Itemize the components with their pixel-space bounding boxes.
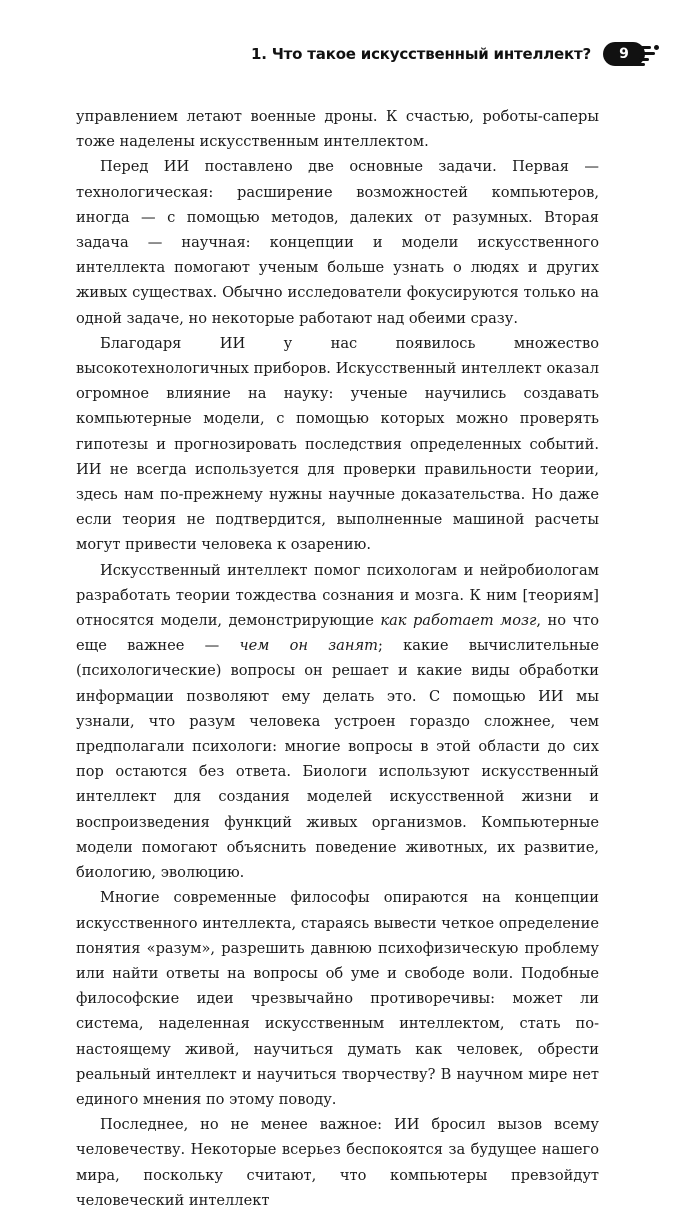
paragraph: управлением летают военные дроны. К счастью, роботы-саперы тоже наделены искусственным интеллектом.: [76, 108, 599, 151]
paragraph: Многие современные философы опираются на концепции искусственного интеллекта, стараясь вывести четкое определение понятия «разум», разрешить давнюю психофизическую проблему или найти ответы на вопросы об уме и свободе воли. Подобные философские идеи чрезвычайно противоречивы: может ли система, наделенная искусственным интеллектом, стать по-настоящему живой, научиться думать как человек, обрести реальный интеллект и научиться творчеству? В научном мире нет единого мнения по этому поводу.: [76, 889, 599, 1108]
speed-line-decoration: [639, 58, 649, 61]
dot-decoration: [654, 45, 659, 50]
paragraph: Благодаря ИИ у нас появилось множество высокотехнологичных приборов. Искусственный интеллект оказал огромное влияние на науку: ученые научились создавать компьютерные модели, с помощью которых можно проверять гипотезы и прогнозировать последствия определенных событий. ИИ не всегда используется для проверки правильности теории, здесь нам по-прежнему нужны научные доказательства. Но даже если теория не подтвердится, выполненные машиной расчеты могут привести человека к озарению.: [76, 334, 599, 554]
speed-line-decoration: [633, 63, 645, 66]
paragraph-text: , но что еще важнее —: [76, 612, 599, 655]
paragraph-text: Искусственный интеллект помог психологам и нейробиологам разработать теории тождества сознания и мозга. К ним [теориям] относятся модели, демонстрирующие: [76, 561, 599, 630]
page-number: 9: [603, 42, 645, 66]
speed-line-decoration: [641, 52, 655, 55]
emphasis-text: чем он занят: [239, 637, 378, 655]
paragraph: Последнее, но не менее важное: ИИ бросил вызов всему человечеству. Некоторые всерьез беспокоятся за будущее нашего мира, поскольку считают, что компьютеры превзойдут человеческий интеллект: [76, 1116, 599, 1209]
running-header: [251, 42, 659, 66]
page-number-badge: [603, 42, 659, 66]
chapter-title: 1. Что такое искусственный интеллект?: [251, 45, 591, 63]
speed-line-decoration: [639, 46, 651, 49]
paragraph-text: ; какие вычислительные (психологические) вопросы он решает и какие виды обработки информации позволяют ему делать это. С помощью ИИ мы узнали, что разум человека устроен гораздо сложнее, чем предполагали психологи: многие вопросы в этой области до сих пор остаются без ответа. Биологи используют искусственный интеллект для создания моделей искусственной жизни и воспроизведения функций живых организмов. Компьютерные модели помогают объяснить поведение животных, их развитие, биологию, эволюцию.: [76, 637, 599, 882]
paragraph: [76, 558, 599, 886]
body-text: [76, 104, 599, 1213]
emphasis-text: как работает мозг: [380, 612, 537, 630]
paragraph: Перед ИИ поставлено две основные задачи. Первая — технологическая: расширение возможностей компьютеров, иногда — с помощью методов, далеких от разумных. Вторая задача — научная: концепции и модели искусственного интеллекта помогают ученым больше узнать о людях и других живых существах. Обычно исследователи фокусируются только на одной задаче, но некоторые работают над обеими сразу.: [76, 158, 599, 327]
